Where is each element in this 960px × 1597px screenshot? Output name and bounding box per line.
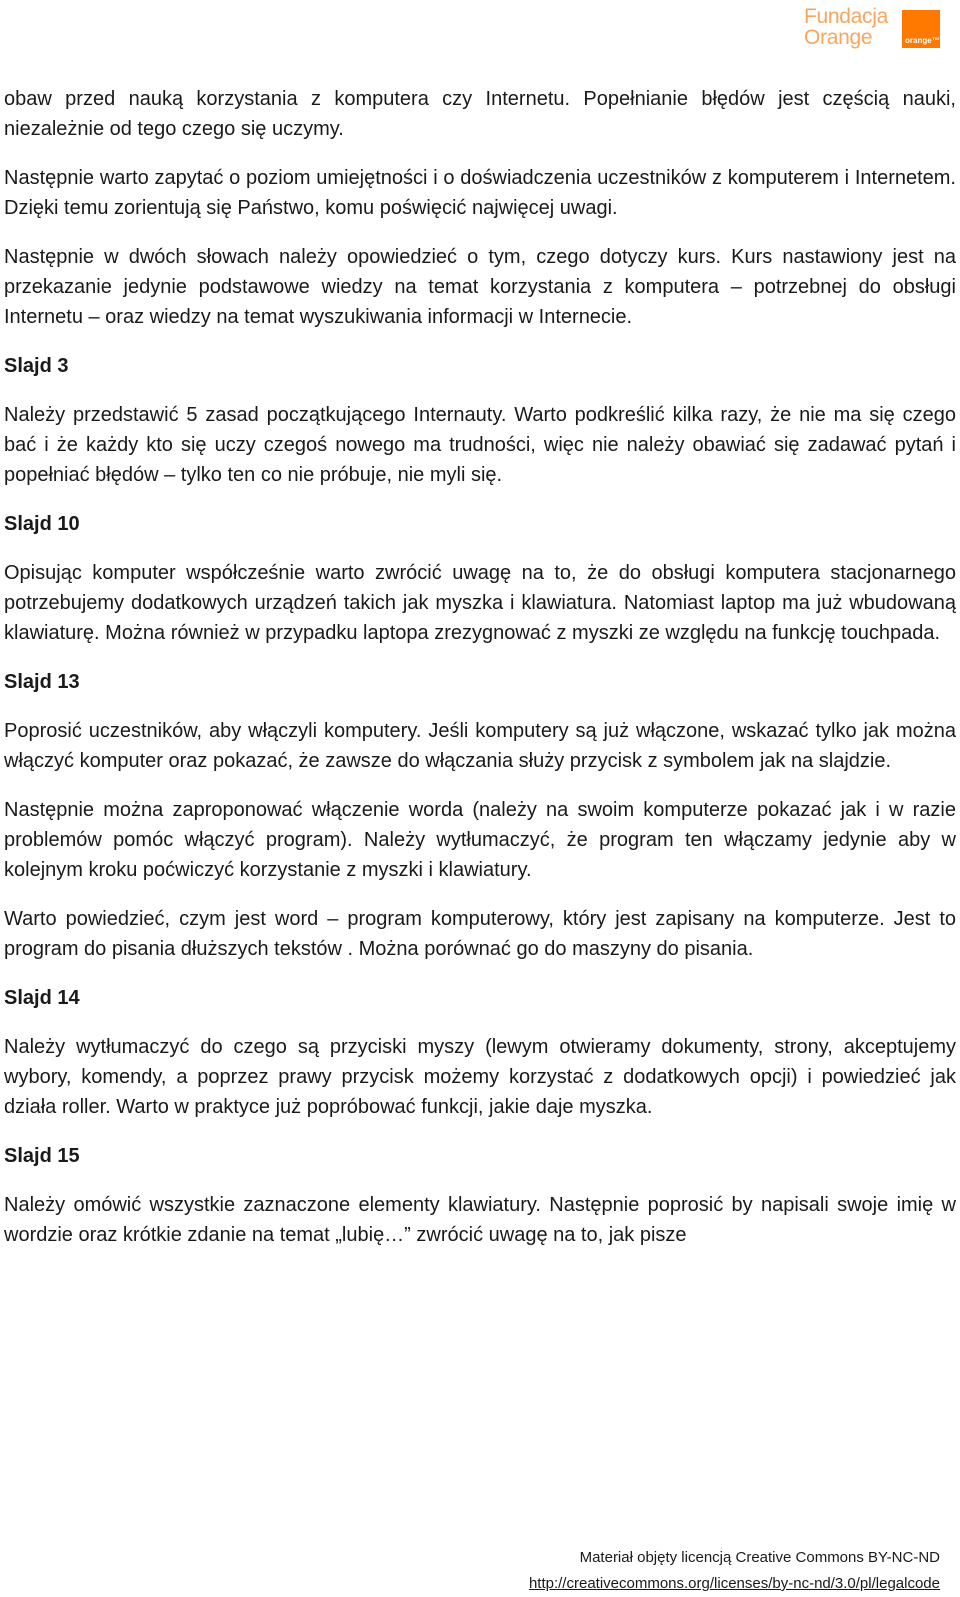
paragraph: Poprosić uczestników, aby włączyli komputery. Jeśli komputery są już włączone, wskazać tylko jak można włączyć komputer oraz pokazać, że zawsze do włączania służy przycisk z symbolem jak na slajdzie.	[4, 720, 956, 772]
section-heading: Slajd 10	[4, 513, 80, 535]
license-text: Materiał objęty licencją Creative Commons BY-NC-ND	[579, 1549, 940, 1566]
paragraph: Należy przedstawić 5 zasad początkującego Internauty. Warto podkreślić kilka razy, że nie ma się czego bać i że każdy kto się uczy czegoś nowego ma trudności, więc nie należy obawiać się zadawać pytań i popełniać błędów – tylko ten co nie próbuje, nie myli się.	[4, 404, 956, 486]
document-body	[4, 84, 956, 1269]
paragraph: obaw przed nauką korzystania z komputera czy Internetu. Popełnianie błędów jest częścią nauki, niezależnie od tego czego się uczymy.	[4, 88, 956, 140]
logo-text	[804, 6, 888, 48]
paragraph: Należy omówić wszystkie zaznaczone elementy klawiatury. Następnie poprosić by napisali swoje imię w wordzie oraz krótkie zdanie na temat „lubię…” zwrócić uwagę na to, jak pisze	[4, 1194, 956, 1246]
license-footer	[529, 1545, 940, 1597]
paragraph: Następnie można zaproponować włączenie worda (należy na swoim komputerze pokazać jak i w razie problemów pomóc włączyć program). Należy wytłumaczyć, że program ten włączamy jedynie aby w kolejnym kroku poćwiczyć korzystanie z myszki i klawiatury.	[4, 799, 956, 881]
paragraph: Należy wytłumaczyć do czego są przyciski myszy (lewym otwieramy dokumenty, strony, akceptujemy wybory, komendy, a poprzez prawy przycisk możemy korzystać z dodatkowych opcji) i powiedzieć jak działa roller. Warto w praktyce już popróbować funkcji, jakie daje myszka.	[4, 1036, 956, 1118]
fundacja-orange-logo	[804, 4, 940, 48]
section-heading: Slajd 13	[4, 671, 80, 693]
paragraph: Warto powiedzieć, czym jest word – program komputerowy, który jest zapisany na komputerze. Jest to program do pisania dłuższych tekstów . Można porównać go do maszyny do pisania.	[4, 908, 956, 960]
logo-line-2: Orange	[804, 26, 873, 49]
orange-square-icon	[902, 10, 940, 48]
section-heading: Slajd 14	[4, 987, 80, 1009]
section-heading: Slajd 3	[4, 355, 69, 377]
section-heading: Slajd 15	[4, 1145, 80, 1167]
paragraph: Opisując komputer współcześnie warto zwrócić uwagę na to, że do obsługi komputera stacjonarnego potrzebujemy dodatkowych urządzeń takich jak myszka i klawiatura. Natomiast laptop ma już wbudowaną klawiaturę. Można również w przypadku laptopa zrezygnować z myszki ze względu na funkcję touchpada.	[4, 562, 956, 644]
logo-line-1: Fundacja	[804, 5, 888, 28]
license-link[interactable]: http://creativecommons.org/licenses/by-nc-nd/3.0/pl/legalcode	[528, 1575, 940, 1592]
logo-badge-text: orange™	[905, 36, 940, 45]
paragraph: Następnie warto zapytać o poziom umiejętności i o doświadczenia uczestników z komputerem i Internetem. Dzięki temu zorientują się Państwo, komu poświęcić najwięcej uwagi.	[4, 167, 956, 219]
paragraph: Następnie w dwóch słowach należy opowiedzieć o tym, czego dotyczy kurs. Kurs nastawiony jest na przekazanie jedynie podstawowe wiedzy na temat korzystania z komputera – potrzebnej do obsługi Internetu – oraz wiedzy na temat wyszukiwania informacji w Internecie.	[4, 246, 956, 328]
